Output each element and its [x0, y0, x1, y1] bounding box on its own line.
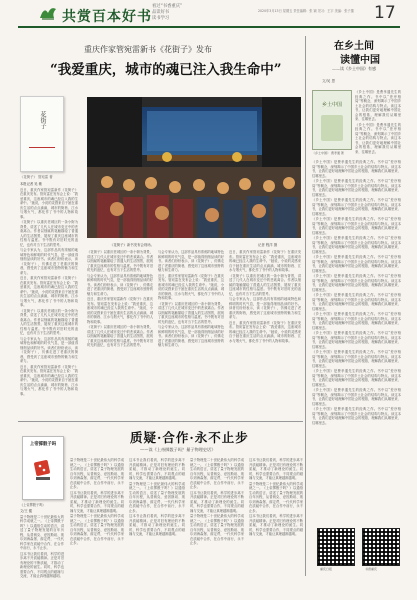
body-f-side-9: 《乡土中国》是费孝通先生的经典之作。书中以“差序格局”等概念，深刻揭示了中国乡土社会的结构与特点。读这本书，让我们更好地理解中国社会的根基，理解我们从哪里来、往哪里去。 — [312, 274, 401, 292]
book-cover-caption: 《花街子》 管宛雷 著 — [20, 175, 53, 179]
sidebar-column-top — [355, 90, 401, 158]
body-e-col3-2: 这本书让我们看到，科学的进步离不开质疑精神。正是对旧有理论的不断质疑，才推动了新理论的诞生。同时，科学也需要合作，不同观点的碰撞与交流，才能让真理越辩越明。 — [129, 514, 185, 536]
body-d-col2: 量子物理是二十世纪最伟大的科学成就之一。《上帝掷骰子吗？》以通俗生动的语言，讲述了量子物理发展的百年历程，从普朗克、爱因斯坦、玻尔到海森堡、薛定谔，一代代科学家在质疑中合作，在合作中前行，永不止步。 — [70, 458, 124, 489]
second-story-subhead: ——读《上帝掷骰子吗？量子物理史话》 — [140, 447, 216, 452]
body-b-left-2: 《花街子》以重庆老城区的一条小街为背景，讲述了几代人在城市变迁中的悲欢离合。作者以细腻的笔触描绘了普通人的生活图景，展现了重庆这座城市的性格与温度。书中既有对旧时光的追忆，也有对当下生活的思考。 — [20, 308, 78, 335]
body-b-col2: 《花街子》以重庆老城区的一条小街为背景，讲述了几代人在城市变迁中的悲欢离合。作者以细腻的笔触描绘了普通人的生活图景，展现了重庆这座城市的性格与温度。书中既有对旧时光的追忆，也有对当下生活的思考。 — [87, 250, 153, 272]
second-story-column-3 — [129, 458, 185, 590]
dice-icon — [33, 457, 53, 483]
body-f-side-4: 《乡土中国》是费孝通先生的经典之作。书中以“差序格局”等概念，深刻揭示了中国乡土社会的结构与特点。读这本书，让我们更好地理解中国社会的根基，理解我们从哪里来、往哪里去。 — [312, 179, 401, 197]
sidebar-book-art-icon — [321, 115, 343, 141]
book-cover-ornament-icon — [29, 147, 55, 160]
body-f-side-16: 《乡土中国》是费孝通先生的经典之作。书中以“差序格局”等概念，深刻揭示了中国乡土社会的结构与特点。读这本书，让我们更好地理解中国社会的根基，理解我们从哪里来、往哪里去。 — [312, 407, 401, 425]
body-c-col2: 与会专家认为，这部作品具有浓郁的地域特色和鲜明的时代气息，是一部值得细细品读的好书。读者们纷纷表示，读《花街子》，仿佛走进了老重庆的街巷，感受到了这座城市独特的魅力和生命力。 — [87, 273, 153, 296]
body-b-col4: 《花街子》以重庆老城区的一条小街为背景，讲述了几代人在城市变迁中的悲欢离合。作者以细腻的笔触描绘了普通人的生活图景，展现了重庆这座城市的性格与温度。书中既有对旧时光的追忆，也有对当下生活的思考。 — [229, 273, 301, 296]
second-story-column-left — [20, 509, 64, 589]
body-f-side-6: 《乡土中国》是费孝通先生的经典之作。书中以“差序格局”等概念，深刻揭示了中国乡土社会的结构与特点。读这本书，让我们更好地理解中国社会的根基，理解我们从哪里来、往哪里去。 — [312, 217, 401, 235]
sidebar-byline: 文/吴 思 — [322, 79, 336, 83]
photo-caption: 《花街子》新书发布会现场。 — [110, 243, 155, 247]
sidebar-title-1: 在乡土间 — [334, 41, 374, 52]
top-story-column-3 — [158, 250, 224, 417]
body-a-col4-2: 近日，重庆作家管宛雷新作《花街子》在重庆发布。管宛雷在发布会上说：“我爱重庆，这座城市的魂已经注入我的生命中。”她说，小说的灵感来自于她在重庆生活的点点滴滴，城市的街巷、江水与烟火气，都化作了书中的人物和故事。 — [229, 320, 301, 343]
body-c-col4: 与会专家认为，这部作品具有浓郁的地域特色和鲜明的时代气息，是一部值得细细品读的好书。读者们纷纷表示，读《花街子》，仿佛走进了老重庆的街巷，感受到了这座城市独特的魅力和生命力。 — [229, 297, 301, 319]
body-f-side-15: 《乡土中国》是费孝通先生的经典之作。书中以“差序格局”等概念，深刻揭示了中国乡土社会的结构与特点。读这本书，让我们更好地理解中国社会的根基，理解我们从哪里来、往哪里去。 — [312, 388, 401, 406]
tagline-2: 品读好书 — [152, 10, 170, 15]
body-c-col3: 与会专家认为，这部作品具有浓郁的地域特色和鲜明的时代气息，是一部值得细细品读的好书。读者们纷纷表示，读《花街子》，仿佛走进了老重庆的街巷，感受到了这座城市独特的魅力和生命力。 — [158, 250, 224, 272]
page-number: 17 — [374, 3, 396, 23]
sidebar-book-cover — [312, 90, 352, 150]
sidebar-subtitle: ——读《乡土中国》有感 — [332, 66, 376, 71]
section-divider — [18, 421, 303, 422]
sidebar-book-caption: 《乡土中国》 费孝通 著 — [312, 151, 344, 155]
body-f-side-12: 《乡土中国》是费孝通先生的经典之作。书中以“差序格局”等概念，深刻揭示了中国乡土社会的结构与特点。读这本书，让我们更好地理解中国社会的根基，理解我们从哪里来、往哪里去。 — [312, 331, 401, 349]
body-a-left-2: 近日，重庆作家管宛雷新作《花街子》在重庆发布。管宛雷在发布会上说：“我爱重庆，这座城市的魂已经注入我的生命中。”她说，小说的灵感来自于她在重庆生活的点点滴滴，城市的街巷、江水与烟火气，都化作了书中的人物和故事。 — [20, 276, 78, 307]
body-f-side-5: 《乡土中国》是费孝通先生的经典之作。书中以“差序格局”等概念，深刻揭示了中国乡土社会的结构与特点。读这本书，让我们更好地理解中国社会的根基，理解我们从哪里来、往哪里去。 — [312, 198, 401, 216]
sidebar-title-2: 读懂中国 — [340, 55, 380, 66]
header-meta: 2020年3月13日 星期五 责任编辑：张 颖 见习：王宇 美编：张子蕙 — [258, 9, 354, 13]
body-a-left: 近日，重庆作家管宛雷新作《花街子》在重庆发布。管宛雷在发布会上说：“我爱重庆，这座城市的魂已经注入我的生命中。”她说，小说的灵感来自于她在重庆生活的点点滴滴，城市的街巷、江水与烟火气，都化作了书中的人物和故事。 — [20, 187, 78, 219]
masthead-taglines — [152, 4, 182, 22]
event-photo-illustration — [87, 97, 301, 238]
body-f-side-2: 《乡土中国》是费孝通先生的经典之作。书中以“差序格局”等概念，深刻揭示了中国乡土社会的结构与特点。读这本书，让我们更好地理解中国社会的根基，理解我们从哪里来、往哪里去。 — [355, 122, 401, 154]
sidebar-book-title: 乡土中国 — [321, 102, 342, 108]
body-f-side-7: 《乡土中国》是费孝通先生的经典之作。书中以“差序格局”等概念，深刻揭示了中国乡土社会的结构与特点。读这本书，让我们更好地理解中国社会的根基，理解我们从哪里来、往哪里去。 — [312, 236, 401, 254]
top-story-headline: “我爱重庆，城市的魂已注入我生命中” — [50, 62, 282, 78]
second-story-headline: 质疑·合作·永不止步 — [130, 430, 249, 445]
body-f-side-1: 《乡土中国》是费孝通先生的经典之作。书中以“差序格局”等概念，深刻揭示了中国乡土社会的结构与特点。读这本书，让我们更好地理解中国社会的根基，理解我们从哪里来、往哪里去。 — [355, 90, 401, 121]
second-story-column-5 — [249, 458, 303, 590]
top-story-column-left — [20, 182, 78, 417]
body-a-col3: 近日，重庆作家管宛雷新作《花街子》在重庆发布。管宛雷在发布会上说：“我爱重庆，这座城市的魂已经注入我的生命中。”她说，小说的灵感来自于她在重庆生活的点点滴滴，城市的街巷、江水与烟火气，都化作了书中的人物和故事。 — [158, 273, 224, 300]
body-f-side-10: 《乡土中国》是费孝通先生的经典之作。书中以“差序格局”等概念，深刻揭示了中国乡土社会的结构与特点。读这本书，让我们更好地理解中国社会的根基，理解我们从哪里来、往哪里去。 — [312, 293, 401, 311]
second-story-column-4 — [190, 458, 244, 590]
body-c-left: 与会专家认为，这部作品具有浓郁的地域特色和鲜明的时代气息，是一部值得细细品读的好书。读者们纷纷表示，读《花街子》，仿佛走进了老重庆的街巷，感受到了这座城市独特的魅力和生命力。 — [20, 248, 78, 275]
body-e-col4: 这本书让我们看到，科学的进步离不开质疑精神。正是对旧有理论的不断质疑，才推动了新理论的诞生。同时，科学也需要合作，不同观点的碰撞与交流，才能让真理越辩越明。 — [190, 490, 244, 513]
qr-label-2: 书香重庆 — [365, 567, 378, 571]
body-f-side-3: 《乡土中国》是费孝通先生的经典之作。书中以“差序格局”等概念，深刻揭示了中国乡土社会的结构与特点。读这本书，让我们更好地理解中国社会的根基，理解我们从哪里来、往哪里去。 — [312, 160, 401, 178]
body-d-left: 量子物理是二十世纪最伟大的科学成就之一。《上帝掷骰子吗？》以通俗生动的语言，讲述了量子物理发展的百年历程，从普朗克、爱因斯坦、玻尔到海森堡、薛定谔，一代代科学家在质疑中合作，在合作中前行，永不止步。 — [20, 514, 64, 550]
body-c-col3-2: 与会专家认为，这部作品具有浓郁的地域特色和鲜明的时代气息，是一部值得细细品读的好书。读者们纷纷表示，读《花街子》，仿佛走进了老重庆的街巷，感受到了这座城市独特的魅力和生命力。 — [158, 325, 224, 347]
qr-code-2[interactable] — [362, 528, 400, 566]
top-story-byline: 本报记者 吴 敏 — [20, 182, 42, 186]
body-e-left: 这本书让我们看到，科学的进步离不开质疑精神。正是对旧有理论的不断质疑，才推动了新理论的诞生。同时，科学也需要合作，不同观点的碰撞与交流，才能让真理越辩越明。 — [20, 551, 64, 578]
masthead-logo-icon — [38, 4, 58, 22]
body-e-col3: 这本书让我们看到，科学的进步离不开质疑精神。正是对旧有理论的不断质疑，才推动了新理论的诞生。同时，科学也需要合作，不同观点的碰撞与交流，才能让真理越辩越明。 — [129, 458, 185, 480]
book-cover-dice-title: 上帝掷骰子吗 — [29, 442, 57, 447]
book-cover-dice-caption: 《上帝掷骰子吗》 — [20, 503, 46, 507]
masthead — [0, 0, 417, 30]
body-d-col3: 量子物理是二十世纪最伟大的科学成就之一。《上帝掷骰子吗？》以通俗生动的语言，讲述了量子物理发展的百年历程，从普朗克、爱因斯坦、玻尔到海森堡、薛定谔，一代代科学家在质疑中合作，在合作中前行，永不止步。 — [129, 481, 185, 513]
sidebar-column-main — [312, 160, 401, 520]
body-a-col2: 近日，重庆作家管宛雷新作《花街子》在重庆发布。管宛雷在发布会上说：“我爱重庆，这座城市的魂已经注入我的生命中。”她说，小说的灵感来自于她在重庆生活的点点滴滴，城市的街巷、江水与烟火气，都化作了书中的人物和故事。 — [87, 297, 153, 324]
body-f-side-11: 《乡土中国》是费孝通先生的经典之作。书中以“差序格局”等概念，深刻揭示了中国乡土社会的结构与特点。读这本书，让我们更好地理解中国社会的根基，理解我们从哪里来、往哪里去。 — [312, 312, 401, 330]
body-d-col4-2: 量子物理是二十世纪最伟大的科学成就之一。《上帝掷骰子吗？》以通俗生动的语言，讲述了量子物理发展的百年历程，从普朗克、爱因斯坦、玻尔到海森堡、薛定谔，一代代科学家在质疑中合作，在合作中前行，永不止步。 — [190, 514, 244, 545]
top-story-kicker: 重庆作家管宛雷新书《花街子》发布 — [84, 45, 212, 54]
photo-credit: 记者 程洋 摄 — [258, 243, 278, 247]
sidebar-divider — [305, 36, 306, 576]
qr-label-1: 重庆日报 — [320, 567, 333, 571]
top-story-column-2 — [87, 250, 153, 417]
body-e-col2: 这本书让我们看到，科学的进步离不开质疑精神。正是对旧有理论的不断质疑，才推动了新理论的诞生。同时，科学也需要合作，不同观点的碰撞与交流，才能让真理越辩越明。 — [70, 490, 124, 513]
book-cover-title: 花街子 — [39, 111, 46, 129]
body-f-side-13: 《乡土中国》是费孝通先生的经典之作。书中以“差序格局”等概念，深刻揭示了中国乡土社会的结构与特点。读这本书，让我们更好地理解中国社会的根基，理解我们从哪里来、往哪里去。 — [312, 350, 401, 368]
body-d-col2-2: 量子物理是二十世纪最伟大的科学成就之一。《上帝掷骰子吗？》以通俗生动的语言，讲述了量子物理发展的百年历程，从普朗克、爱因斯坦、玻尔到海森堡、薛定谔，一代代科学家在质疑中合作，在合作中前行，永不止步。 — [70, 514, 124, 545]
body-f-side-14: 《乡土中国》是费孝通先生的经典之作。书中以“差序格局”等概念，深刻揭示了中国乡土社会的结构与特点。读这本书，让我们更好地理解中国社会的根基，理解我们从哪里来、往哪里去。 — [312, 369, 401, 387]
body-d-col5: 量子物理是二十世纪最伟大的科学成就之一。《上帝掷骰子吗？》以通俗生动的语言，讲述了量子物理发展的百年历程，从普朗克、爱因斯坦、玻尔到海森堡、薛定谔，一代代科学家在质疑中合作，在合作中前行，永不止步。 — [249, 481, 303, 513]
masthead-rule — [18, 26, 400, 28]
body-f-side-8: 《乡土中国》是费孝通先生的经典之作。书中以“差序格局”等概念，深刻揭示了中国乡土社会的结构与特点。读这本书，让我们更好地理解中国社会的根基，理解我们从哪里来、往哪里去。 — [312, 255, 401, 273]
second-story-column-2 — [70, 458, 124, 590]
body-c-left-2: 与会专家认为，这部作品具有浓郁的地域特色和鲜明的时代气息，是一部值得细细品读的好书。读者们纷纷表示，读《花街子》，仿佛走进了老重庆的街巷，感受到了这座城市独特的魅力和生命力。 — [20, 336, 78, 363]
top-story-column-4 — [229, 250, 301, 417]
body-b-left: 《花街子》以重庆老城区的一条小街为背景，讲述了几代人在城市变迁中的悲欢离合。作者以细腻的笔触描绘了普通人的生活图景，展现了重庆这座城市的性格与温度。书中既有对旧时光的追忆，也有对当下生活的思考。 — [20, 220, 78, 247]
body-b-col2-2: 《花街子》以重庆老城区的一条小街为背景，讲述了几代人在城市变迁中的悲欢离合。作者以细腻的笔触描绘了普通人的生活图景，展现了重庆这座城市的性格与温度。书中既有对旧时光的追忆，也有对当下生活的思考。 — [87, 325, 153, 347]
tagline-1: 看过“书香重庆” — [152, 4, 183, 9]
section-title: 共赏百本好书 — [62, 9, 152, 25]
body-e-col5: 这本书让我们看到，科学的进步离不开质疑精神。正是对旧有理论的不断质疑，才推动了新理论的诞生。同时，科学也需要合作，不同观点的碰撞与交流，才能让真理越辩越明。 — [249, 458, 303, 480]
second-story-byline: 文/王 健 — [20, 509, 33, 513]
body-a-col4: 近日，重庆作家管宛雷新作《花街子》在重庆发布。管宛雷在发布会上说：“我爱重庆，这座城市的魂已经注入我的生命中。”她说，小说的灵感来自于她在重庆生活的点点滴滴，城市的街巷、江水与烟火气，都化作了书中的人物和故事。 — [229, 250, 301, 272]
body-d-col4: 量子物理是二十世纪最伟大的科学成就之一。《上帝掷骰子吗？》以通俗生动的语言，讲述了量子物理发展的百年历程，从普朗克、爱因斯坦、玻尔到海森堡、薛定谔，一代代科学家在质疑中合作，在合作中前行，永不止步。 — [190, 458, 244, 489]
body-a-left-3: 近日，重庆作家管宛雷新作《花街子》在重庆发布。管宛雷在发布会上说：“我爱重庆，这座城市的魂已经注入我的生命中。”她说，小说的灵感来自于她在重庆生活的点点滴滴，城市的街巷、江水与烟火气，都化作了书中的人物和故事。 — [20, 364, 78, 396]
qr-code-1[interactable] — [317, 528, 355, 566]
event-photo — [87, 97, 301, 238]
body-e-col5-2: 这本书让我们看到，科学的进步离不开质疑精神。正是对旧有理论的不断质疑，才推动了新理论的诞生。同时，科学也需要合作，不同观点的碰撞与交流，才能让真理越辩越明。 — [249, 514, 303, 536]
body-b-col3: 《花街子》以重庆老城区的一条小街为背景，讲述了几代人在城市变迁中的悲欢离合。作者以细腻的笔触描绘了普通人的生活图景，展现了重庆这座城市的性格与温度。书中既有对旧时光的追忆，也有对当下生活的思考。 — [158, 301, 224, 324]
book-cover-huajiezi — [20, 96, 64, 172]
tagline-3: 读书学习 — [152, 16, 170, 21]
book-cover-dice — [22, 436, 64, 500]
